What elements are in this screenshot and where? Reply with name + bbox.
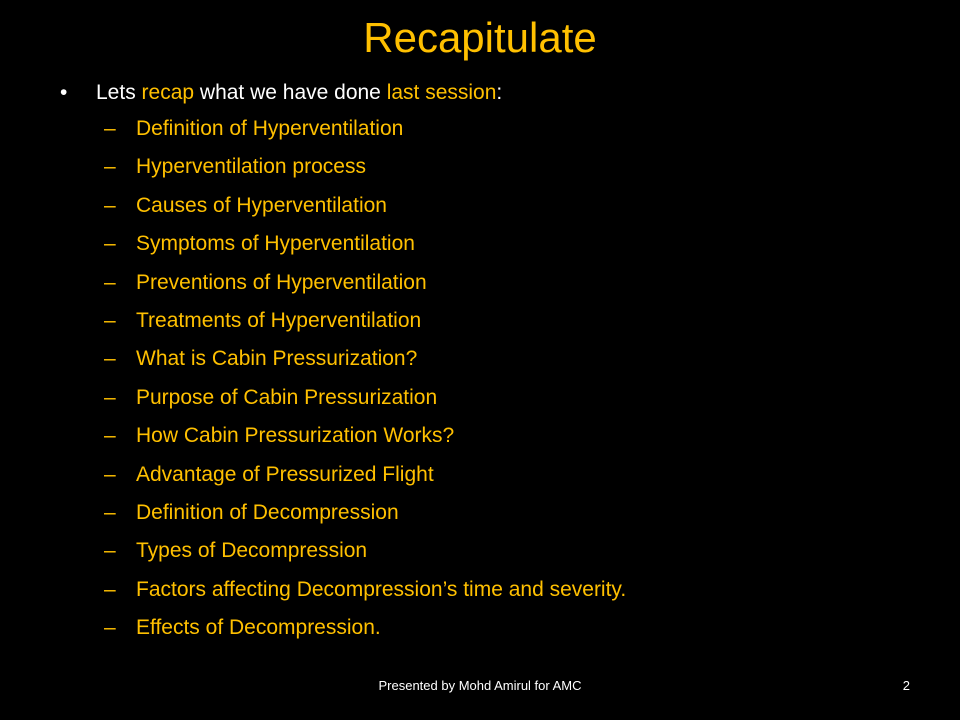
intro-part: : xyxy=(496,81,503,104)
dash-icon: – xyxy=(104,616,116,640)
intro-bullet xyxy=(60,80,920,106)
dash-icon: – xyxy=(104,539,116,563)
slide-title: Recapitulate xyxy=(363,14,597,61)
dash-icon: – xyxy=(104,193,116,217)
recap-list-item xyxy=(60,193,920,219)
intro-highlight-recap: recap xyxy=(141,81,195,104)
recap-list-item xyxy=(60,308,920,334)
recap-list-item-label: Symptoms of Hyperventilation xyxy=(136,232,415,256)
recap-list-item xyxy=(60,270,920,296)
intro-highlight-last-session: last session xyxy=(386,81,497,104)
recap-list-item xyxy=(60,462,920,488)
recap-list-item xyxy=(60,500,920,526)
recap-list-item-label: Preventions of Hyperventilation xyxy=(136,270,427,294)
dash-icon: – xyxy=(104,308,116,332)
page-number: 2 xyxy=(902,678,910,693)
recap-list-item xyxy=(60,346,920,372)
slide-content xyxy=(60,80,920,653)
dash-icon: – xyxy=(104,232,116,256)
intro-part: what we have done xyxy=(194,81,387,104)
dash-icon: – xyxy=(104,577,116,601)
recap-list-item xyxy=(60,231,920,257)
recap-list-item xyxy=(60,615,920,641)
recap-list-item-label: Effects of Decompression. xyxy=(136,616,381,640)
recap-list-item-label: Advantage of Pressurized Flight xyxy=(136,462,434,486)
recap-list-item-label: Hyperventilation process xyxy=(136,155,366,179)
recap-list-item xyxy=(60,423,920,449)
recap-list-item-label: Treatments of Hyperventilation xyxy=(136,308,422,332)
recap-list-item xyxy=(60,154,920,180)
recap-list-item xyxy=(60,385,920,411)
intro-part: Lets xyxy=(96,81,142,104)
recap-list-item-label: Types of Decompression xyxy=(136,539,368,563)
dash-icon: – xyxy=(104,347,116,371)
bullet-icon: • xyxy=(60,81,68,104)
dash-icon: – xyxy=(104,462,116,486)
recap-list-item-label: Purpose of Cabin Pressurization xyxy=(136,385,438,409)
recap-list-item xyxy=(60,577,920,603)
recap-list-item-label: Definition of Hyperventilation xyxy=(136,117,404,140)
dash-icon: – xyxy=(104,117,116,140)
recap-list-item-label: Causes of Hyperventilation xyxy=(136,193,387,217)
recap-list-item-label: Factors affecting Decompression’s time and severity. xyxy=(136,577,627,601)
dash-icon: – xyxy=(104,500,116,524)
dash-icon: – xyxy=(104,385,116,409)
recap-list-item-label: What is Cabin Pressurization? xyxy=(136,347,418,371)
dash-icon: – xyxy=(104,155,116,179)
recap-list-item-label: How Cabin Pressurization Works? xyxy=(136,424,455,448)
footer-text: Presented by Mohd Amirul for AMC xyxy=(378,678,582,693)
dash-icon: – xyxy=(104,270,116,294)
dash-icon: – xyxy=(104,424,116,448)
recap-list-item xyxy=(60,538,920,564)
recap-list-item-label: Definition of Decompression xyxy=(136,500,399,524)
recap-list xyxy=(60,116,920,641)
recap-list-item xyxy=(60,116,920,142)
